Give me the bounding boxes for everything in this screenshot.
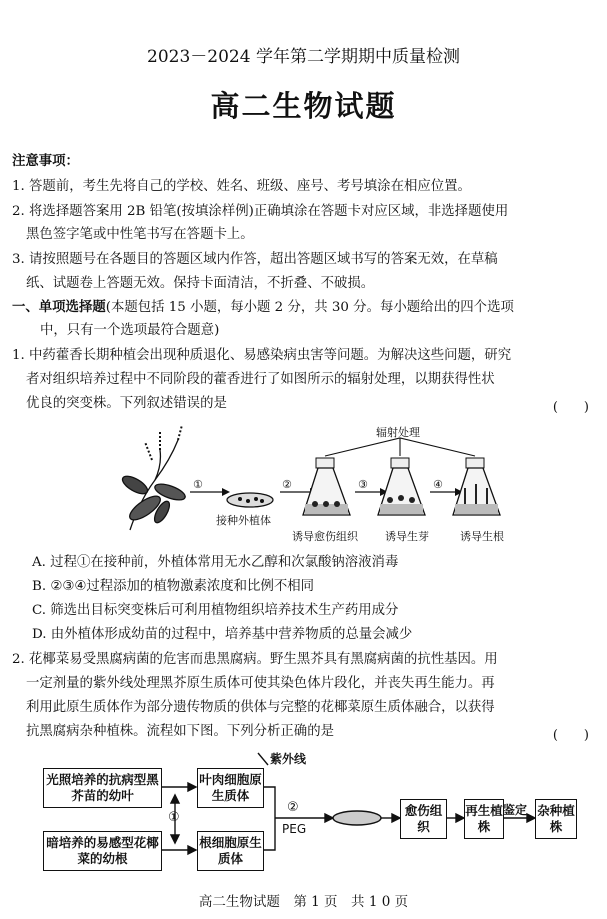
- box-callus: 愈伤组织: [400, 799, 447, 839]
- box-regenerated-plant: 再生植株: [464, 799, 504, 839]
- page-footer: 高二生物试题 第 1 页 共 1 0 页: [198, 894, 409, 910]
- root-label: 诱导生根: [460, 530, 504, 543]
- notice-heading: 注意事项：: [12, 154, 79, 169]
- peg-label: PEG: [282, 822, 307, 836]
- radiation-label: 辐射处理: [376, 426, 420, 439]
- notice-item-3: 3. 请按照题号在各题目的答题区域内作答，超出答题区域书写的答案无效，在草稿: [12, 252, 498, 267]
- box-root-protoplast: 根细胞原生质体: [197, 831, 264, 871]
- q1-option-c: C. 筛选出目标突变株后可利用植物组织培养技术生产药用成分: [32, 603, 399, 618]
- exam-title: 2023－2024 学年第二学期期中质量检测: [147, 47, 460, 67]
- step4-label: ④: [433, 478, 443, 491]
- identify-label: 鉴定: [503, 803, 528, 817]
- q1-answer-paren: ( ): [552, 400, 589, 415]
- q2-stem-4: 抗黑腐病杂种植株。流程如下图。下列分析正确的是: [26, 724, 334, 739]
- explant-label: 接种外植体: [216, 514, 271, 527]
- flask-callus-icon: [303, 458, 350, 515]
- flask-bud-icon: [378, 458, 425, 515]
- notice-item-3-cont: 纸、试题卷上答题无效。保持卡面清洁，不折叠、不破损。: [26, 276, 375, 291]
- q2-stem-1: 2. 花椰菜易受黑腐病菌的危害而患黑腐病。野生黑芥具有黑腐病菌的抗性基因。用: [12, 652, 498, 667]
- q1-option-b: B. ②③④过程添加的植物激素浓度和比例不相同: [32, 579, 315, 594]
- notice-item-2-cont: 黑色签字笔或中性笔书写在答题卡上。: [26, 227, 254, 242]
- notice-item-2: 2. 将选择题答案用 2B 铅笔(按填涂样例)正确填涂在答题卡对应区域，非选择题使用: [12, 204, 509, 219]
- flask-root-icon: [453, 458, 500, 515]
- section1-desc: (本题包括 15 小题，每小题 2 分，共 30 分。每小题给出的四个选项: [105, 300, 514, 315]
- q1-option-d: D. 由外植体形成幼苗的过程中，培养基中营养物质的总量会减少: [32, 627, 413, 642]
- flow-step1: ①: [168, 810, 180, 825]
- step3-label: ③: [358, 478, 368, 491]
- q1-stem-1: 1. 中药藿香长期种植会出现种质退化、易感染病虫害等问题。为解决这些问题，研究: [12, 348, 512, 363]
- step2-label: ②: [282, 478, 292, 491]
- q1-option-a: A. 过程①在接种前，外植体常用无水乙醇和次氯酸钠溶液消毒: [32, 555, 399, 570]
- petri-dish-icon: [227, 493, 273, 507]
- section1-heading-line: [12, 298, 593, 318]
- notice-item-1: 1. 答题前，考生先将自己的学校、姓名、班级、座号、考号填涂在相应位置。: [12, 179, 471, 194]
- bud-label: 诱导生芽: [385, 530, 429, 543]
- subject-title: 高二生物试题: [210, 89, 397, 123]
- box-mesophyll-protoplast: 叶肉细胞原生质体: [197, 768, 264, 808]
- q2-answer-paren: ( ): [552, 728, 589, 743]
- plant-icon: [120, 425, 187, 530]
- q1-stem-3: 优良的突变株。下列叙述错误的是: [26, 396, 227, 411]
- callus-label: 诱导愈伤组织: [292, 530, 358, 543]
- flow-step2: ②: [287, 800, 299, 815]
- q2-stem-2: 一定剂量的紫外线处理黑芥原生质体可使其染色体片段化，并丧失再生能力。再: [26, 676, 495, 691]
- q2-stem-3: 利用此原生质体作为部分遗传物质的供体与完整的花椰菜原生质体融合，以获得: [26, 700, 495, 715]
- box-hybrid-plant: 杂种植株: [535, 799, 577, 839]
- uv-label: 紫外线: [270, 752, 307, 766]
- box-cauliflower-root: 暗培养的易感型花椰菜的幼根: [43, 831, 162, 871]
- fusion-dish-icon: [333, 811, 381, 825]
- q1-stem-2: 者对组织培养过程中不同阶段的藿香进行了如图所示的辐射处理，以期获得性状: [26, 372, 495, 387]
- step1-label: ①: [193, 478, 203, 491]
- box-black-mustard-leaf: 光照培养的抗病型黑芥苗的幼叶: [43, 768, 162, 808]
- section1-heading: 一、单项选择题: [12, 300, 106, 315]
- section1-desc-cont: 中，只有一个选项最符合题意): [40, 323, 220, 338]
